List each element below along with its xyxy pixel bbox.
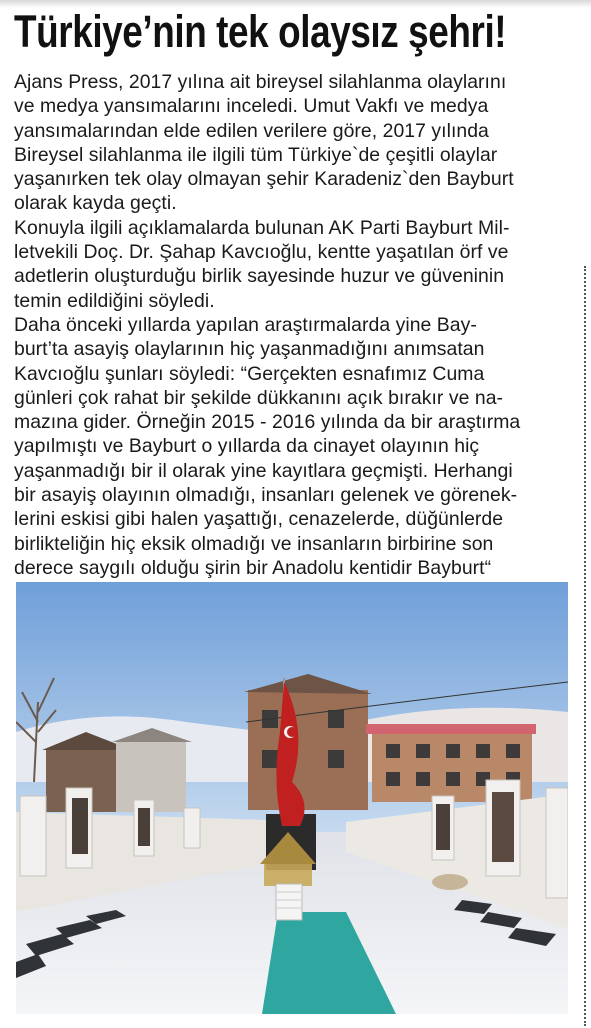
article-photo [16,582,568,1014]
column-divider [584,266,586,1026]
monument-photo-illustration [16,582,568,1014]
headline: Türkiye’nin tek olaysız şehri! [14,6,507,57]
building-center [244,674,372,810]
paragraph-2: Konuyla ilgili açıklamalarda bulunan AK Parti Bayburt Mil- letvekili Doç. Dr. Şahap Kavcıoğlu, kentte yaşatılan örf ve adetlerin oluşturduğu birlik sayesinde huzur ve güveninin temin edildiğini söyledi. [14,216,510,312]
fountain-basin [432,874,468,890]
paragraph-3: Daha önceki yıllarda yapılan araştırmalarda yine Bay- burt’ta asayiş olaylarının hiç yaşanmadığını anımsatan Kavcıoğlu şunları söyledi: “Gerçekten esnafımız Cuma günleri çok rahat bir şekilde dükkanını açık bırakır ve na- mazına gider. Örneğin 2015 - 2016 yılında da bir araştırma yapılmıştı ve Bayburt o yıllarda da cinayet olayının hiç yaşanmadığı bir il olarak yine kayıtlara geçmişti. Herhangi bir asayiş olayının olmadığı, insanları gelenek ve görenek- lerini eskisi gibi halen yaşattığı, cenazelerde, düğünlerde birlikteliğin hiç eksik olmadığı ve insanların birbirine son derece saygılı olduğu şirin bir Anadolu kentidir Bayburt“ [14,313,521,579]
paragraph-1: Ajans Press, 2017 yılına ait bireysel silahlanma olaylarını ve medya yansımalarını inceledi. Umut Vakfı ve medya yansımalarından elde edilen verilere göre, 2017 yılında Bireysel silahlanma ile ilgili tüm Türkiye`de çeşitli olaylar yaşanırken tek olay olmayan şehir Karadeniz`den Bayburt olarak kayda geçti. [14,71,514,215]
article-body [14,70,579,580]
